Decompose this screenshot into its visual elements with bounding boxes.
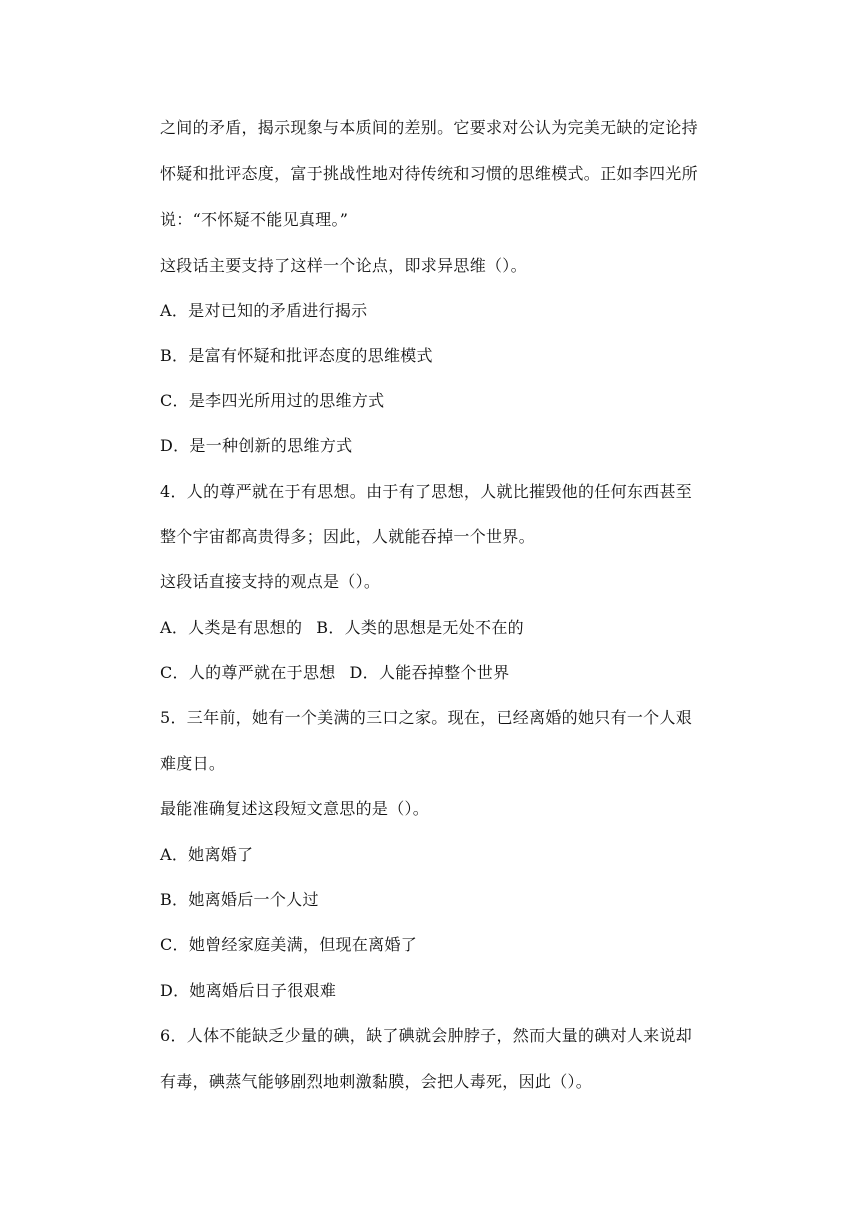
answer-option-c: C．人的尊严就在于思想 (160, 663, 336, 682)
answer-option-d: D．她离婚后日子很艰难 (160, 981, 337, 1000)
answer-options-row (160, 663, 760, 683)
question-5-line: 5．三年前，她有一个美满的三口之家。现在，已经离婚的她只有一个人艰 (160, 708, 693, 727)
answer-option-c: C．她曾经家庭美满，但现在离婚了 (160, 935, 418, 954)
answer-options-row (160, 618, 760, 638)
answer-option-a: A．人类是有思想的 (160, 618, 303, 637)
passage-line: 说：“不怀疑不能见真理。” (160, 210, 349, 229)
answer-option-b: B．她离婚后一个人过 (160, 890, 319, 909)
question-4-line: 4．人的尊严就在于有思想。由于有了思想，人就比摧毁他的任何东西甚至 (160, 482, 693, 501)
question-prompt: 最能准确复述这段短文意思的是（）。 (160, 799, 430, 818)
answer-option-a: A．是对已知的矛盾进行揭示 (160, 301, 368, 320)
question-prompt: 这段话直接支持的观点是（）。 (160, 572, 381, 591)
answer-option-b: B．是富有怀疑和批评态度的思维模式 (160, 346, 433, 365)
question-prompt: 这段话主要支持了这样一个论点，即求异思维（）。 (160, 256, 527, 275)
question-5-line: 难度日。 (160, 754, 226, 773)
answer-option-b: B．人类的思想是无处不在的 (316, 618, 524, 637)
answer-option-a: A．她离婚了 (160, 845, 254, 864)
answer-option-d: D．是一种创新的思维方式 (160, 436, 353, 455)
question-6-line: 6．人体不能缺乏少量的碘，缺了碘就会肿脖子，然而大量的碘对人来说却 (160, 1026, 693, 1045)
answer-option-d: D．人能吞掉整个世界 (349, 663, 510, 682)
passage-line: 怀疑和批评态度，富于挑战性地对待传统和习惯的思维模式。正如李四光所 (160, 164, 698, 183)
answer-option-c: C．是李四光所用过的思维方式 (160, 391, 385, 410)
question-4-line: 整个宇宙都高贵得多；因此，人就能吞掉一个世界。 (160, 527, 535, 546)
passage-line: 之间的矛盾，揭示现象与本质间的差别。它要求对公认为完美无缺的定论持 (160, 118, 698, 137)
question-6-line: 有毒，碘蒸气能够剧烈地刺激黏膜，会把人毒死，因此（）。 (160, 1072, 593, 1091)
